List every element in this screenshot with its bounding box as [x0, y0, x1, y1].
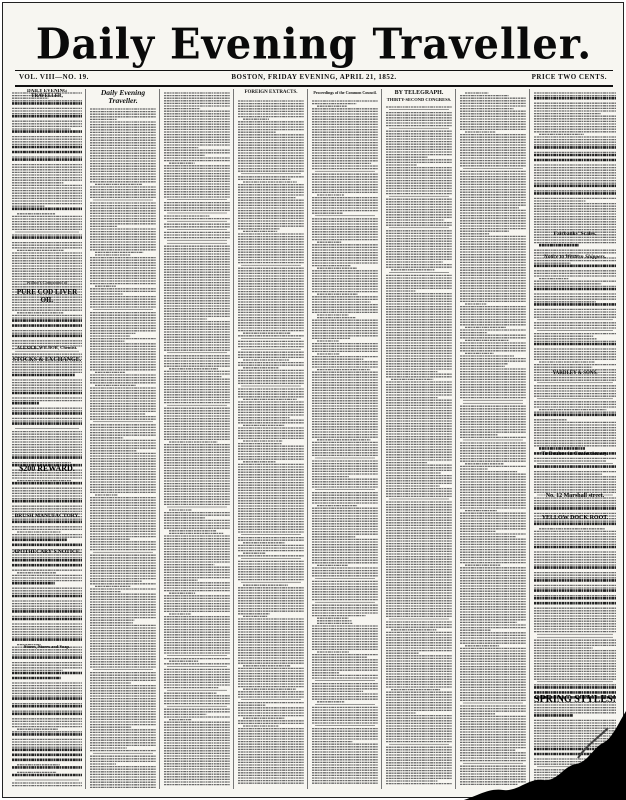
col8-ad-yellow-dock: YELLOW DOCK ROOT. — [541, 515, 609, 521]
col8-ad-marshall: No. 12 Marshall street. — [545, 493, 605, 499]
column-8-text — [533, 89, 617, 789]
column-1 — [11, 89, 83, 789]
column-separator — [307, 89, 308, 789]
col1-ad-wilbor: ALEXR B. WILBOR, Chemist. — [16, 345, 78, 350]
column-2 — [89, 89, 157, 789]
column-7-text — [459, 89, 527, 789]
column-3-text — [163, 89, 231, 789]
col1-apothecary: APOTHECARY'S NOTICE. — [13, 549, 81, 555]
rule-bottom — [15, 85, 613, 87]
col5-heading: Proceedings of the Common Council. — [313, 90, 377, 95]
price-line: PRICE TWO CENTS. — [531, 73, 607, 81]
column-8 — [533, 89, 617, 789]
newspaper-page — [2, 2, 624, 798]
col6-heading: BY TELEGRAPH. — [394, 90, 444, 96]
volume-number: VOL. VIII—NO. 19. — [19, 73, 89, 81]
column-5 — [311, 89, 379, 789]
col8-ad-confection: To Dealers in Confectionery. — [541, 451, 609, 457]
torn-corner — [458, 708, 626, 800]
col1-brush: BRUSH MANUFACTORY. — [14, 513, 80, 519]
date-line: BOSTON, FRIDAY EVENING, APRIL 21, 1852. — [231, 73, 397, 81]
col1-stores: Stores, Stores and Soap. — [23, 644, 71, 649]
masthead-title: Daily Evening Traveller. — [35, 19, 593, 70]
col1-ad-cod-liver: PURE COD LIVER OIL — [16, 288, 78, 304]
column-6 — [385, 89, 453, 789]
column-1-text — [11, 89, 83, 789]
col1-reward: $200 REWARD. — [19, 464, 75, 473]
column-4-text — [237, 97, 305, 787]
column-separator — [85, 89, 86, 789]
col1-heading: DAILY EVENING TRAVELLER, — [26, 89, 68, 99]
col1-ad-cod-liver-title: Wilbor's Compound of — [26, 280, 68, 285]
column-separator — [529, 89, 530, 789]
column-separator — [455, 89, 456, 789]
column-separator — [233, 89, 234, 789]
column-6-text — [385, 103, 453, 788]
column-7 — [459, 89, 527, 789]
col2-heading: Daily Evening Traveller. — [100, 89, 146, 105]
col6-subheading: THIRTY-SECOND CONGRESS. — [386, 97, 452, 102]
column-5-text — [311, 97, 379, 787]
col1-stocks-heading: STOCKS & EXCHANGE. — [12, 357, 82, 363]
column-3 — [163, 89, 231, 789]
rule-top — [15, 70, 613, 71]
col8-ad-vanderbilt: Notice to Western Shippers. — [543, 254, 607, 260]
column-4 — [237, 89, 305, 789]
column-separator — [381, 89, 382, 789]
col8-ad-fairbanks: Fairbanks' Scales. — [553, 231, 597, 237]
col8-ad-spring: SPRING STYLES! — [534, 694, 616, 705]
col4-heading: FOREIGN EXTRACTS. — [244, 90, 298, 95]
column-2-text — [89, 105, 157, 789]
column-separator — [159, 89, 160, 789]
col8-ad-yardley: YARDLEY & SONS. — [552, 371, 598, 376]
